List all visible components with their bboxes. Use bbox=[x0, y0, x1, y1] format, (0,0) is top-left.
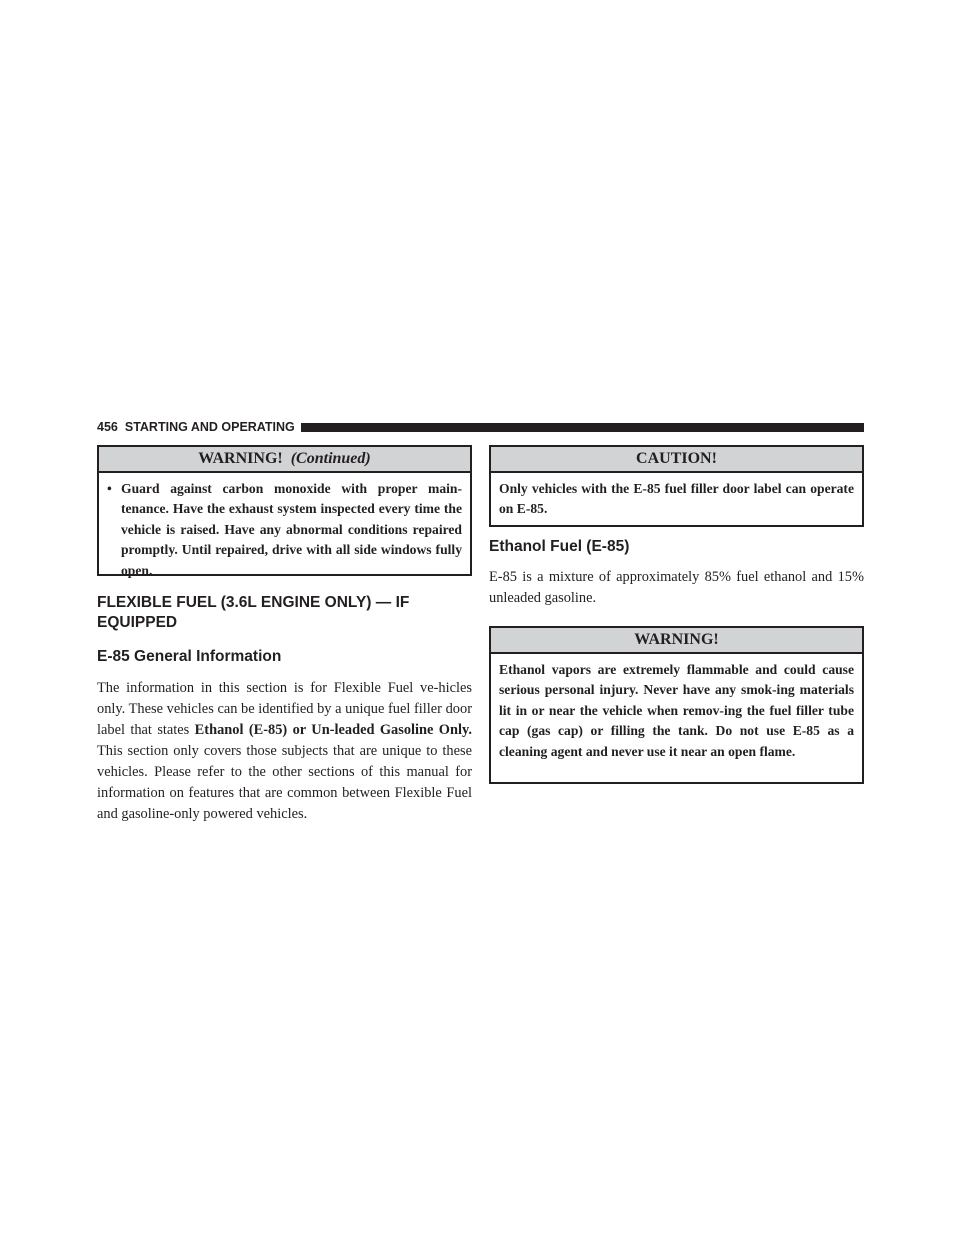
caution-box bbox=[489, 445, 864, 527]
caution-body bbox=[491, 473, 862, 530]
para-bold-text: Ethanol (E-85) or Un-leaded Gasoline Only. bbox=[194, 722, 472, 738]
warning-body bbox=[491, 654, 862, 772]
right-column bbox=[489, 445, 864, 784]
left-column bbox=[97, 445, 472, 825]
warning-title: WARNING! bbox=[634, 631, 719, 648]
subheading-general-info: E-85 General Information bbox=[97, 648, 282, 665]
warning-title: WARNING! bbox=[198, 450, 283, 467]
warning-continued-header bbox=[99, 447, 470, 473]
subheading-ethanol-fuel: Ethanol Fuel (E-85) bbox=[489, 538, 630, 555]
continued-label: (Continued) bbox=[290, 450, 371, 467]
para-text-1: The information in this section is for Flexible Fuel ve-hicles only. These vehicles can be identified by a unique fuel filler door label that states bbox=[97, 680, 472, 738]
section-title: STARTING AND OPERATING bbox=[124, 420, 295, 434]
warning-text: Ethanol vapors are extremely flammable and could cause serious personal injury. Never have any smok-ing materials lit in or near the vehicle when remov-ing the fuel filler tube cap (gas cap) or filling the tank. Do not use E-85 as a cleaning agent and never use it near an open flame. bbox=[499, 662, 854, 759]
para-text-2: This section only covers those subjects that are unique to these vehicles. Please refer to the other sections of this manual for information on features that are common between Flexible Fuel and gasoline-only powered vehicles. bbox=[97, 743, 472, 822]
warning-header bbox=[491, 628, 862, 654]
page-header bbox=[97, 419, 864, 435]
warning-bullet bbox=[107, 479, 462, 581]
ethanol-paragraph: E-85 is a mixture of approximately 85% fuel ethanol and 15% unleaded gasoline. bbox=[489, 569, 864, 606]
page-number: 456 bbox=[97, 420, 118, 434]
caution-title: CAUTION! bbox=[636, 450, 717, 467]
warning-continued-body bbox=[99, 473, 470, 591]
warning-box bbox=[489, 626, 864, 784]
caution-text: Only vehicles with the E-85 fuel filler door label can operate on E-85. bbox=[499, 481, 854, 517]
general-info-paragraph bbox=[97, 678, 472, 825]
section-heading: FLEXIBLE FUEL (3.6L ENGINE ONLY) — IF EQUIPPED bbox=[97, 594, 410, 631]
caution-header bbox=[491, 447, 862, 473]
bullet-text: Guard against carbon monoxide with proper main-tenance. Have the exhaust system inspected every time the vehicle is raised. Have any abnormal conditions repaired promptly. Until repaired, drive with all side windows fully open. bbox=[121, 481, 462, 578]
bullet-mark: • bbox=[107, 481, 112, 496]
warning-continued-box bbox=[97, 445, 472, 576]
header-rule bbox=[301, 423, 864, 432]
